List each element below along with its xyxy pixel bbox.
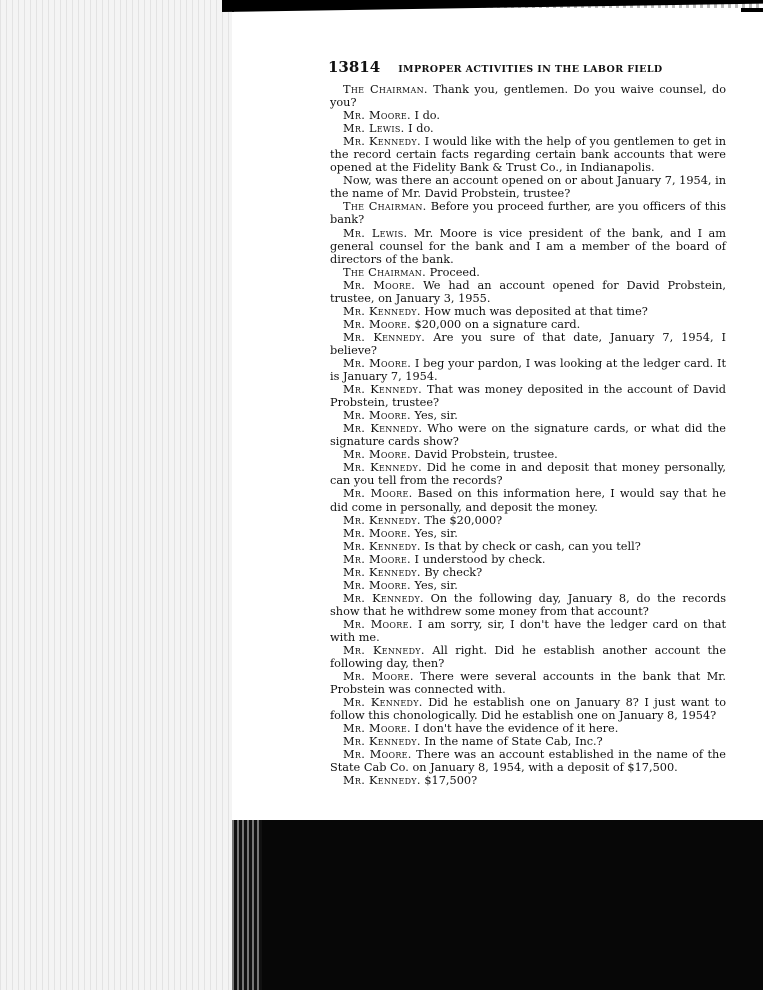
transcript-paragraph [330,305,726,318]
paragraph-text: Mr. Moore is vice president of the bank, and I am general counsel for the bank and I am a member of the board of directors of the bank. [330,226,726,266]
speaker-label: Mr. Kennedy. [343,304,421,318]
paragraph-text: $17,500? [424,774,478,788]
transcript-paragraph [330,109,726,122]
speaker-label: Mr. Kennedy. [343,696,423,710]
transcript-paragraph [330,448,726,461]
speaker-label: Mr. Moore. [343,670,414,684]
page-header [328,58,728,76]
transcript-paragraph [330,566,726,579]
transcript-paragraph [330,266,726,279]
paragraph-text: $20,000 on a signature card. [414,317,581,331]
transcript-paragraph [330,644,726,670]
transcript-paragraph [330,592,726,618]
speaker-label: Mr. Moore. [343,578,411,592]
speaker-label: The Chairman. [343,83,428,96]
speaker-label: The Chairman. [343,265,426,279]
transcript-paragraph [330,409,726,422]
transcript-paragraph [330,383,726,409]
transcript-paragraph [330,722,726,735]
speaker-label: Mr. Moore. [343,356,412,370]
transcript-paragraph [330,553,726,566]
transcript-paragraph [330,318,726,331]
paragraph-text: How much was deposited at that time? [424,304,648,318]
paragraph-text: Now, was there an account opened on or about January 7, 1954, in the name of Mr. David Probstein, trustee? [330,174,726,201]
speaker-label: Mr. Lewis. [343,226,408,240]
paragraph-text: Before you proceed further, are you officers of this bank? [330,200,727,227]
paragraph-text: I don't have the evidence of it here. [414,722,619,736]
paragraph-text: In the name of State Cab, Inc.? [424,735,603,749]
transcript-paragraph [330,135,726,174]
speaker-label: Mr. Kennedy. [343,644,425,658]
speaker-label: Mr. Kennedy. [343,539,421,553]
speaker-label: Mr. Kennedy. [343,383,423,397]
paragraph-text: David Probstein, trustee. [414,448,558,462]
paragraph-text: I understood by check. [414,552,546,566]
speaker-label: Mr. Moore. [343,448,411,462]
paragraph-text: Who were on the signature cards, or what did the signature cards show? [330,422,726,449]
scan-bottom-shadow [232,820,763,990]
speaker-label: Mr. Kennedy. [343,422,423,436]
speaker-label: Mr. Moore. [343,526,411,540]
transcript-paragraph [330,422,726,448]
transcript-paragraph [330,540,726,553]
speaker-label: Mr. Kennedy. [343,135,421,149]
transcript-paragraph [330,174,726,200]
transcript-paragraph [330,200,726,226]
transcript-paragraph [330,487,726,513]
paragraph-text: Yes, sir. [414,578,458,592]
speaker-label: Mr. Moore. [343,278,416,292]
scan-binding-margin [0,0,234,990]
speaker-label: Mr. Lewis. [343,122,405,136]
page-number: 13814 [328,58,381,76]
paragraph-text: I beg your pardon, I was looking at the ledger card. It is January 7, 1954. [330,356,727,384]
paragraph-text: The $20,000? [424,513,503,527]
speaker-label: Mr. Moore. [343,748,412,762]
speaker-label: Mr. Kennedy. [343,461,422,475]
transcript-paragraph [330,696,726,722]
transcript-paragraph [330,670,726,696]
paragraph-text: There was an account established in the name of the State Cab Co. on January 8, 1954, with a deposit of $17,500. [330,748,726,775]
speaker-label: Mr. Moore. [343,317,411,331]
paragraph-text: Based on this information here, I would say that he did come in personally, and deposit the money. [330,487,726,514]
transcript-paragraph [330,735,726,748]
speaker-label: Mr. Moore. [343,617,413,631]
paragraph-text: I do. [414,109,440,123]
paragraph-text: Proceed. [429,265,480,279]
speaker-label: Mr. Kennedy. [343,735,421,749]
transcript-paragraph [330,774,726,787]
paragraph-text: Did he come in and deposit that money personally, can you tell from the records? [330,461,726,488]
scan-bottom-binding [232,820,262,990]
transcript-paragraph [330,357,726,383]
paragraph-text: All right. Did he establish another account the following day, then? [330,644,727,671]
transcript-paragraph [330,514,726,527]
paragraph-text: Yes, sir. [414,526,458,540]
transcript-paragraph [330,461,726,487]
paragraph-text: We had an account opened for David Probstein, trustee, on January 3, 1955. [330,278,726,305]
paragraph-text: Yes, sir. [414,409,458,423]
speaker-label: Mr. Kennedy. [343,565,421,579]
speaker-label: Mr. Kennedy. [343,591,424,605]
speaker-label: The Chairman. [343,200,427,214]
speaker-label: Mr. Moore. [343,109,411,123]
speaker-label: Mr. Kennedy. [343,774,421,788]
transcript-body [330,83,726,788]
transcript-paragraph [330,122,726,135]
paragraph-text: That was money deposited in the account of David Probstein, trustee? [330,383,727,410]
paragraph-text: There were several accounts in the bank that Mr. Probstein was connected with. [330,670,727,697]
speaker-label: Mr. Moore. [343,552,411,566]
paragraph-text: I would like with the help of you gentlemen to get in the record certain facts regarding certain bank accounts that were opened at the Fidelity Bank & Trust Co., in Indianapolis. [330,135,727,175]
paragraph-text: By check? [424,565,483,579]
transcript-paragraph [330,527,726,540]
transcript-paragraph [330,279,726,305]
paragraph-text: Thank you, gentlemen. Do you waive counsel, do you? [330,83,727,110]
speaker-label: Mr. Moore. [343,722,411,736]
speaker-label: Mr. Kennedy. [343,513,421,527]
running-head: IMPROPER ACTIVITIES IN THE LABOR FIELD [398,64,663,75]
paragraph-text: I do. [408,122,434,136]
transcript-paragraph [330,748,726,774]
transcript-paragraph [330,618,726,644]
paragraph-text: On the following day, January 8, do the records show that he withdrew some money from that account? [330,591,727,618]
transcript-paragraph [330,579,726,592]
paragraph-text: Is that by check or cash, can you tell? [424,539,641,553]
transcript-paragraph [330,331,726,357]
transcript-paragraph [330,227,726,266]
paragraph-text: Did he establish one on January 8? I just want to follow this chonologically. Did he establish one on January 8, 1954? [330,696,727,723]
speaker-label: Mr. Kennedy. [343,330,426,344]
speaker-label: Mr. Moore. [343,409,411,423]
paragraph-text: I am sorry, sir, I don't have the ledger card on that with me. [330,617,726,644]
transcript-paragraph [330,83,726,109]
paragraph-text: Are you sure of that date, January 7, 1954, I believe? [330,330,727,357]
speaker-label: Mr. Moore. [343,487,413,501]
